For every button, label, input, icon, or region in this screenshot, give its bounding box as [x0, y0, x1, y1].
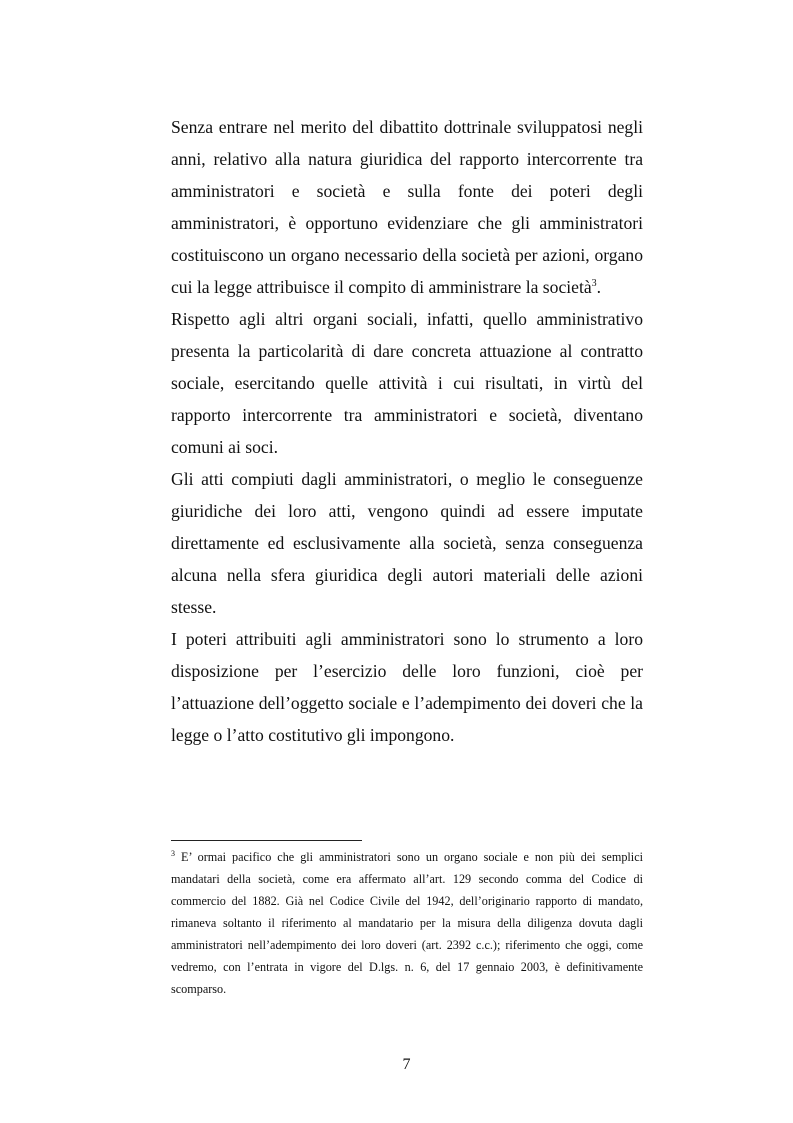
paragraph-2: Rispetto agli altri organi sociali, infatti, quello amministrativo presenta la particolarità di dare concreta attuazione al contratto sociale, esercitando quelle attività i cui risultati, in virtù del rapporto intercorrente tra amministratori e società, diventano comuni ai soci.: [171, 309, 643, 457]
footnote-number: 3: [171, 849, 175, 858]
paragraph-1-period: .: [596, 277, 602, 297]
footnote-3: [171, 846, 643, 1000]
footnote-separator: [171, 840, 362, 841]
footnote-text: E’ ormai pacifico che gli amministratori sono un organo sociale e non più dei semplici mandatari della società, come era affermato all’art. 129 secondo comma del Codice di commercio del 1882. Già nel Codice Civile del 1942, dell’originario rapporto di mandato, rimaneva soltanto il riferimento al mandatario per la misura della diligenza dovuta dagli amministratori nell’adempimento dei loro doveri (art. 2392 c.c.); riferimento che oggi, come vedremo, con l’entrata in vigore del D.lgs. n. 6, del 17 gennaio 2003, è definitivamente scomparso.: [171, 850, 643, 996]
footnote-reference-3[interactable]: 3: [591, 278, 597, 289]
paragraph-1-text: Senza entrare nel merito del dibattito dottrinale sviluppatosi negli anni, relativo alla natura giuridica del rapporto intercorrente tra amministratori e società e sulla fonte dei poteri degli amministratori, è opportuno evidenziare che gli amministratori costituiscono un organo necessario della società per azioni, organo cui la legge attribuisce il compito di amministrare la società: [171, 117, 643, 297]
page-number: 7: [402, 1056, 411, 1073]
paragraph-4: I poteri attribuiti agli amministratori sono lo strumento a loro disposizione per l’esercizio delle loro funzioni, cioè per l’attuazione dell’oggetto sociale e l’adempimento dei doveri che la legge o l’atto costitutivo gli impongono.: [171, 629, 643, 745]
paragraph-3: Gli atti compiuti dagli amministratori, o meglio le conseguenze giuridiche dei loro atti, vengono quindi ad essere imputate direttamente ed esclusivamente alla società, senza conseguenza alcuna nella sfera giuridica degli autori materiali delle azioni stesse.: [171, 469, 643, 617]
body-text: [171, 111, 643, 751]
paragraph-1: [171, 111, 643, 303]
